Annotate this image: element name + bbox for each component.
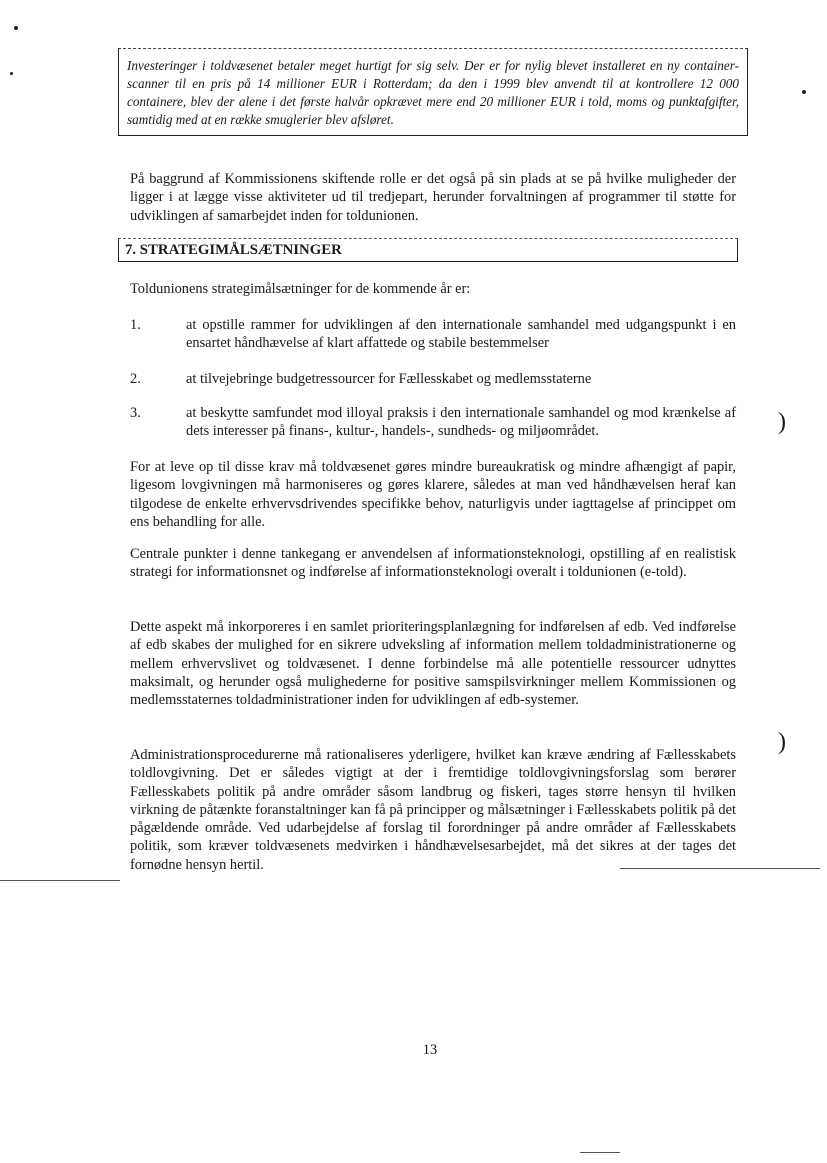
page-number: 13 [422, 1042, 438, 1058]
goal-number: 3. [130, 405, 141, 421]
scan-line [0, 880, 120, 881]
goal-number: 2. [130, 371, 141, 387]
paragraph: Centrale punkter i denne tankegang er anvendelsen af informationsteknologi, opstilling af en realistisk strategi for informationsnet og indførelse af informationsteknologi overalt i toldunionen (e-told). [130, 546, 736, 581]
goal-text: at tilvejebringe budgetressourcer for Fællesskabet og medlemsstaterne [186, 371, 592, 387]
binding-hole-mark: ) [778, 729, 786, 755]
scan-line [620, 868, 820, 869]
paragraph: Administrationsprocedurerne må rationaliseres yderligere, hvilket kan kræve ændring af Fællesskabets toldlovgivning. Det er således vigtigt at der i fremtidige toldlovgivningsforslag som berører Fællesskabets politik på andre områder såsom landbrug og fiskeri, tages større hensyn til hvilken virkning de påtænkte foranstaltninger kan få på principper og målsætninger i Fællesskabets politik på det pågældende område. Ved udarbejdelse af forslag til forordninger på andre områder af Fællesskabets politik, som kræver toldvæsenets medvirken i håndhævelsesarbejdet, må det sikres at der tages det fornødne hensyn hertil. [130, 747, 736, 873]
boxed-quote: Investeringer i toldvæsenet betaler meget hurtigt for sig selv. Der er for nylig blevet installeret en ny container-scanner til en pris på 14 millioner EUR i Rotterdam; da den i 1999 blev anvendt til at kontrollere 12 000 containere, blev der alene i det første halvår opkrævet mere end 20 millioner EUR i told, moms og punktafgifter, samtidig med at en række smuglerier blev afsløret. [118, 48, 748, 136]
section-heading: 7. STRATEGIMÅLSÆTNINGER [118, 238, 738, 262]
goal-text: at beskytte samfundet mod illoyal praksis i den internationale samhandel og mod krænkelse af dets interesser på finans-, kultur-, handels-, sundheds- og miljøområdet. [186, 405, 736, 440]
section-lead: Toldunionens strategimålsætninger for de kommende år er: [130, 281, 471, 297]
scan-speck [14, 26, 18, 30]
scan-speck [10, 72, 13, 75]
binding-hole-mark: ) [778, 409, 786, 435]
scan-speck [802, 90, 806, 94]
scan-line [580, 1152, 620, 1153]
paragraph: For at leve op til disse krav må toldvæsenet gøres mindre bureaukratisk og mindre afhængigt af papir, ligesom lovgivningen må harmoniseres og gøres klarere, således at man ved håndhævelsen heraf kan tilgodese de enkelte erhvervsdrivendes specifikke behov, naturligvis under iagttagelse af princippet om ens behandling for alle. [130, 459, 736, 530]
goal-text: at opstille rammer for udviklingen af den internationale samhandel med udgangspunkt i en ensartet håndhævelse af klart affattede og stabile bestemmelser [186, 317, 736, 352]
goal-number: 1. [130, 317, 141, 333]
paragraph: Dette aspekt må inkorporeres i en samlet prioriteringsplanlægning for indførelsen af edb. Ved indførelse af edb skabes der mulighed for en sikrere udveksling af information mellem toldadministrationerne og mellem erhvervslivet og toldvæsenet. I denne forbindelse må alle potentielle ressourcer udnyttes maksimalt, og herunder også mulighederne for positive samspilsvirkninger mellem Kommissionen og medlemsstaternes toldadministrationer inden for udviklingen af edb-systemer. [130, 619, 736, 709]
intro-paragraph: På baggrund af Kommissionens skiftende rolle er det også på sin plads at se på hvilke muligheder der ligger i at lægge visse aktiviteter ud til tredjepart, herunder forvaltningen af programmer til støtte for udviklingen af samarbejdet inden for toldunionen. [130, 171, 736, 224]
